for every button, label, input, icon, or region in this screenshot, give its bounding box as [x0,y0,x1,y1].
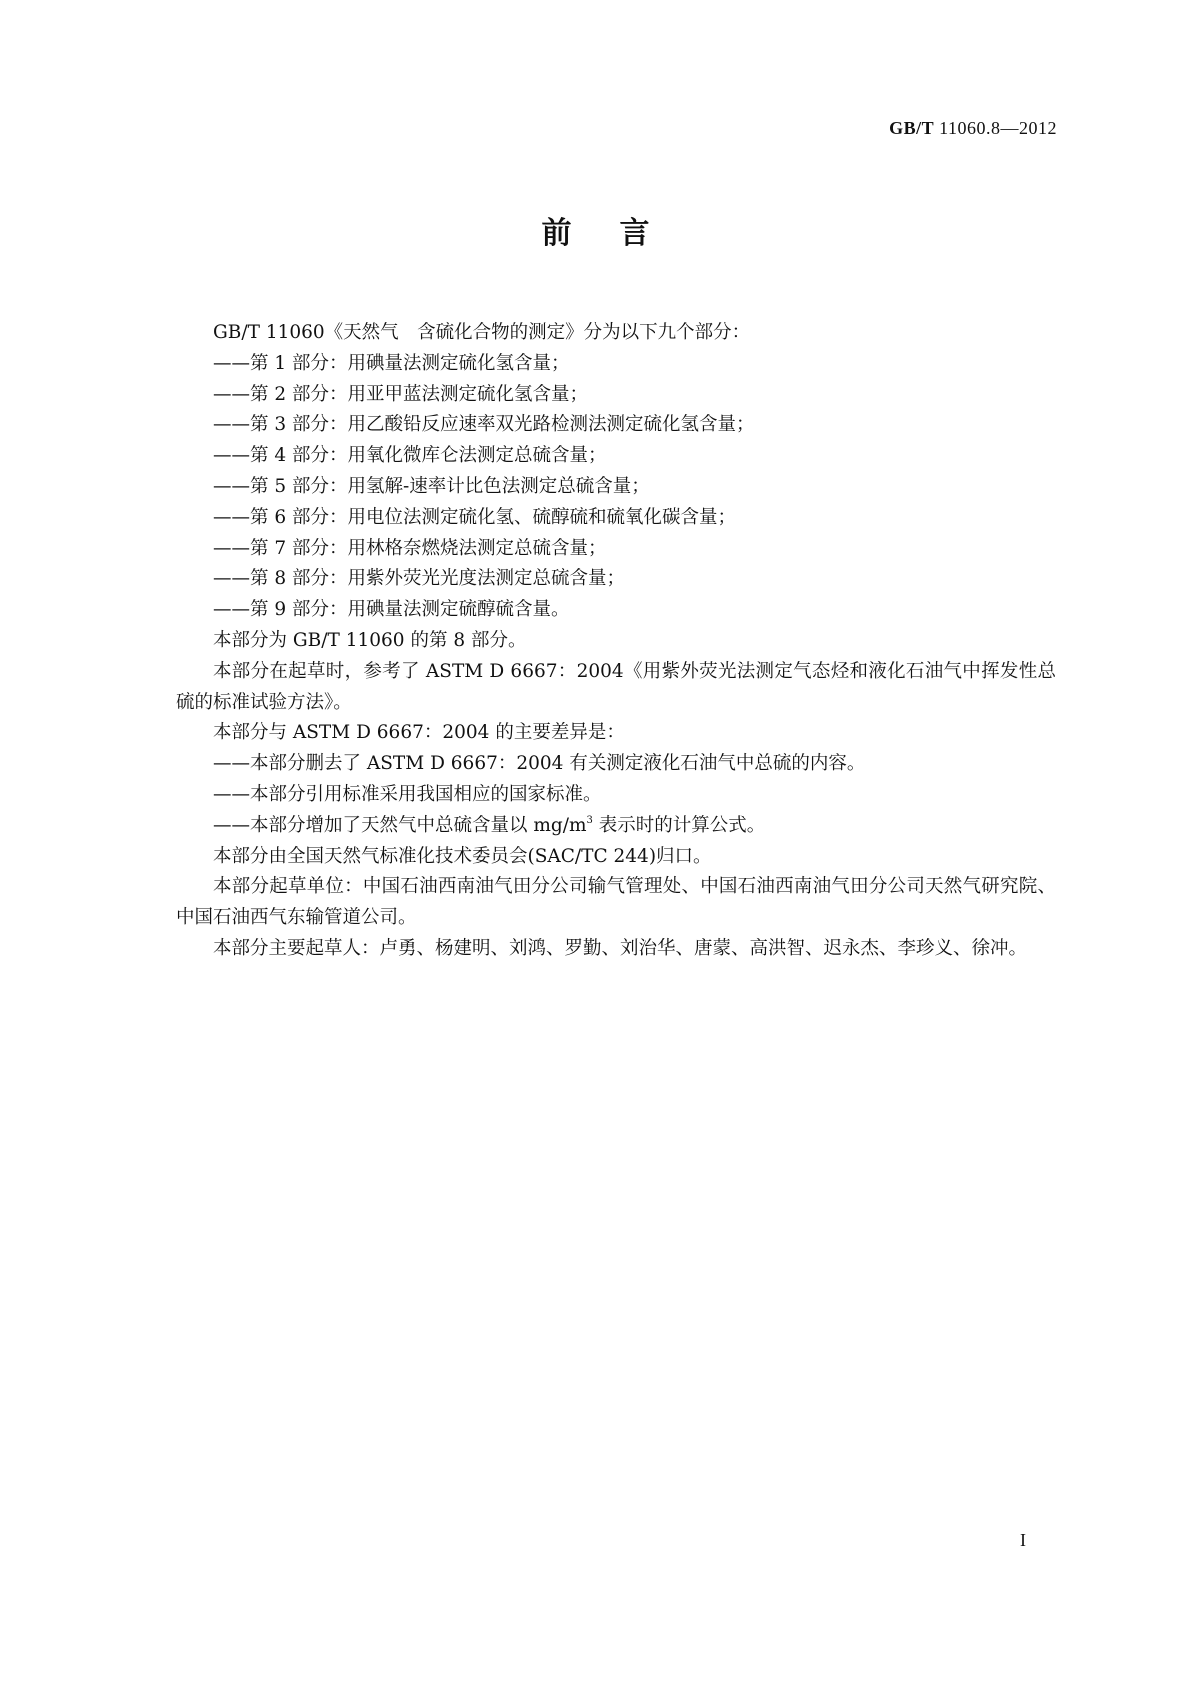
this-part-paragraph: 本部分为 GB/T 11060 的第 8 部分。 [213,629,527,651]
list-item: ——本部分删去了 ASTM D 6667：2004 有关测定液化石油气中总硫的内容。 [213,753,866,775]
list-item: ——第 1 部分：用碘量法测定硫化氢含量； [213,352,570,374]
standard-prefix: GB/T [889,118,935,138]
drafters-paragraph: 本部分主要起草人：卢勇、杨建明、刘鸿、罗勤、刘治华、唐蒙、高洪智、迟永杰、李珍义、徐冲。 [213,937,1028,959]
difference-text: ——本部分增加了天然气中总硫含量以 mg/m [213,814,587,836]
intro-paragraph: GB/T 11060《天然气 含硫化合物的测定》分为以下九个部分： [213,322,751,343]
committee-paragraph: 本部分由全国天然气标准化技术委员会(SAC/TC 244)归口。 [213,845,712,867]
superscript: 3 [586,814,593,826]
differences-list [176,749,1056,841]
list-item [176,811,1056,842]
reference-paragraph: 本部分在起草时，参考了 ASTM D 6667：2004《用紫外荧光法测定气态烃和液化石油气中挥发性总硫的标准试验方法》。 [176,660,1056,713]
parts-list [176,349,1056,626]
foreword-body [176,318,1056,965]
standard-number [889,118,1057,139]
drafting-units-paragraph: 本部分起草单位：中国石油西南油气田分公司输气管理处、中国石油西南油气田分公司天然气研究院、中国石油西气东输管道公司。 [176,876,1056,929]
list-item: ——第 6 部分：用电位法测定硫化氢、硫醇硫和硫氧化碳含量； [213,506,737,528]
list-item: ——第 9 部分：用碘量法测定硫醇硫含量。 [213,599,570,621]
list-item: ——第 8 部分：用紫外荧光光度法测定总硫含量； [213,568,626,590]
differences-intro: 本部分与 ASTM D 6667：2004 的主要差异是： [213,722,625,744]
list-item: ——第 3 部分：用乙酸铅反应速率双光路检测法测定硫化氢含量； [213,414,755,436]
difference-text-end: 表示时的计算公式。 [592,814,766,836]
list-item: ——第 4 部分：用氧化微库仑法测定总硫含量； [213,445,607,467]
page-number: I [1020,1530,1026,1550]
list-item: ——第 7 部分：用林格奈燃烧法测定总硫含量； [213,537,607,559]
list-item: ——本部分引用标准采用我国相应的国家标准。 [213,783,602,805]
standard-code: 11060.8—2012 [939,118,1057,138]
page-title: 前言 [541,216,698,251]
list-item: ——第 5 部分：用氢解-速率计比色法测定总硫含量； [213,475,650,497]
list-item: ——第 2 部分：用亚甲蓝法测定硫化氢含量； [213,383,589,405]
